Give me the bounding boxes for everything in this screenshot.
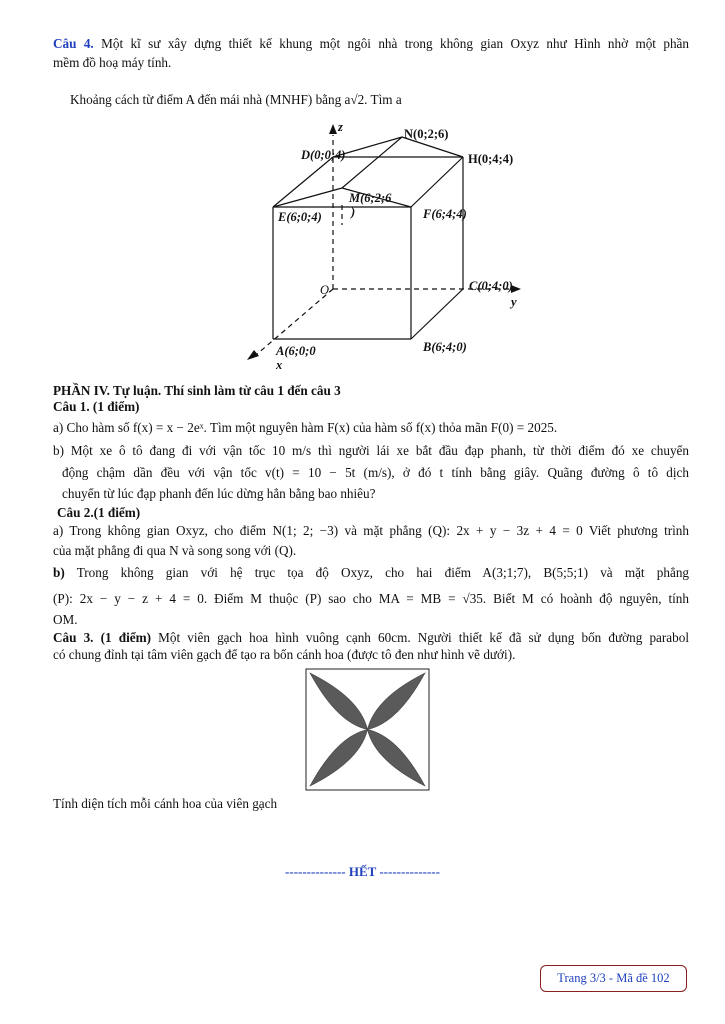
end-marker: -------------- HẾT -------------- [285, 864, 440, 879]
label-O: O [320, 283, 330, 297]
cau4-line1 [53, 36, 689, 52]
cau4-question: Khoảng cách từ điểm A đến mái nhà (MNHF) bằng a√2. Tìm a [70, 92, 402, 107]
label-F: F(6;4;4) [423, 207, 467, 221]
page-footer: Trang 3/3 - Mã đề 102 [540, 965, 687, 992]
cau3-text1: Một viên gạch hoa hình vuông cạnh 60cm. Người thiết kế đã sử dụng bốn đường parabol [158, 630, 689, 645]
cau2-b1: Trong không gian với hệ trục tọa độ Oxyz, cho hai điểm A(3;1;7), B(5;5;1) và mặt phẳng [76, 565, 690, 580]
label-A: A(6;0;0 [276, 344, 316, 358]
cau2-label: Câu 2.(1 điểm) [57, 505, 141, 520]
cau3-label: Câu 3. (1 điểm) [53, 630, 151, 645]
label-D: D(0;0;4) [301, 148, 346, 162]
cau4-label: Câu 4. [53, 36, 94, 51]
label-N: N(0;2;6) [404, 127, 449, 141]
label-x: x [276, 358, 283, 372]
cau1-b3: chuyển từ lúc đạp phanh đến lúc dừng hẳn bằng bao nhiêu? [62, 486, 376, 501]
label-M1: M(6;2;6 [349, 191, 392, 205]
cau1-a: a) Cho hàm số f(x) = x − 2eˣ. Tìm một nguyên hàm F(x) của hàm số f(x) thỏa mãn F(0) = 2025. [53, 420, 558, 435]
cau4-text1: Một kĩ sư xây dựng thiết kế khung một ngôi nhà trong không gian Oxyz như Hình nhờ một phần [101, 36, 689, 51]
label-E: E(6;0;4) [278, 210, 322, 224]
part4-title: PHẦN IV. Tự luận. Thí sinh làm từ câu 1 đến câu 3 [53, 383, 341, 398]
cau2-a2: của mặt phẳng đi qua N và song song với (Q). [53, 543, 297, 558]
cau2-b2: (P): 2x − y − z + 4 = 0. Điểm M thuộc (P) sao cho MA = MB = √35. Biết M có hoành độ nguyên, tính [53, 591, 689, 606]
label-M2: ) [351, 205, 356, 219]
edge-EM [273, 188, 342, 207]
label-y: y [511, 295, 517, 309]
cau1-label: Câu 1. (1 điểm) [53, 399, 140, 414]
cau1-b2: động chậm dần đều với vận tốc v(t) = 10 − 5t (m/s), ở đó t tính bằng giây. Quãng đường ô tô dịch [62, 465, 689, 480]
cau2-a1: a) Trong không gian Oxyz, cho điểm N(1; 2; −3) và mặt phẳng (Q): 2x + y − 3z + 4 = 0 Viết phương trình [53, 523, 689, 538]
edge-FH [411, 157, 463, 207]
label-C: C(0;4;0) [469, 279, 513, 293]
cau2-b-label: b) [53, 565, 65, 580]
cau3-line1 [53, 630, 689, 646]
edge-BC [411, 289, 463, 339]
label-z: z [338, 120, 343, 134]
cau4-line2: mềm đồ hoạ máy tính. [53, 55, 172, 70]
label-H: H(0;4;4) [468, 152, 514, 166]
edge-ED [273, 157, 333, 207]
z-arrow-icon [329, 124, 337, 134]
cau3-question: Tính diện tích mỗi cánh hoa của viên gạch [53, 796, 278, 811]
x-arrow-icon [247, 350, 259, 360]
cau3-line2: có chung đỉnh tại tâm viên gạch để tạo ra bốn cánh hoa (được tô đen như hình vẽ dưới). [53, 647, 516, 662]
cau2-b1-line [53, 565, 689, 581]
tile-figure [305, 668, 431, 792]
label-B: B(6;4;0) [423, 340, 467, 354]
edge-MN [342, 137, 402, 188]
cau2-b3: OM. [53, 612, 78, 627]
cau1-b1: b) Một xe ô tô đang đi với vận tốc 10 m/s thì người lái xe bắt đầu đạp phanh, từ thời điểm đó xe chuyển [53, 443, 689, 458]
